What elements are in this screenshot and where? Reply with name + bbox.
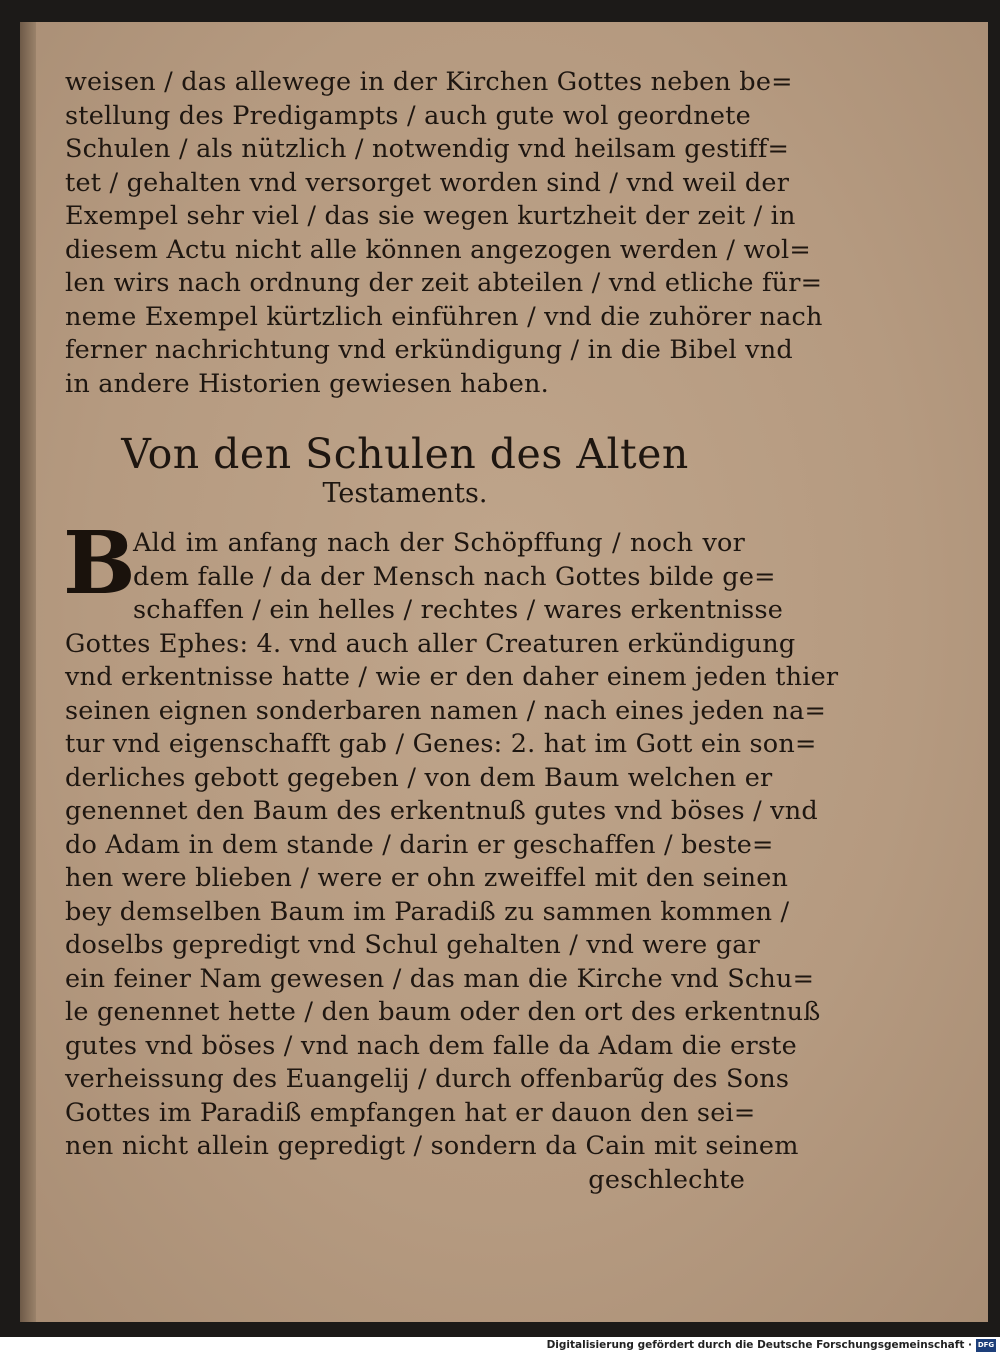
text-line: seinen eignen sonderbaren namen / nach eines jeden na= [65, 695, 827, 726]
text-line: doselbs gepredigt vnd Schul gehalten / vnd were gar [65, 930, 761, 960]
text-line: derliches gebott gegeben / von dem Baum welchen er [65, 762, 773, 793]
section-heading: Von den Schulen des Alten [121, 430, 689, 478]
section-subheading: Testaments. [322, 478, 488, 509]
text-line: dem falle / da der Mensch nach Gottes bilde ge= [133, 561, 776, 592]
funding-credit: Digitalisierung gefördert durch die Deutsche Forschungsgemeinschaft · [546, 1339, 972, 1351]
page-gutter-edge [20, 22, 36, 1322]
main-paragraph [63, 513, 839, 1197]
text-line: ferner nachrichtung vnd erkündigung / in die Bibel vnd [65, 335, 793, 365]
text-line: Exempel sehr viel / das sie wegen kurtzheit der zeit / in [65, 201, 796, 231]
text-line: verheissung des Euangelij / durch offenbarũg des Sons [65, 1064, 790, 1094]
text-line: in andere Historien gewiesen haben. [65, 368, 549, 399]
body-lines [65, 628, 839, 1164]
text-line: Gottes im Paradiß empfangen hat er dauon den sei= [65, 1097, 756, 1128]
text-line: stellung des Predigampts / auch gute wol geordnete [65, 100, 751, 131]
text-line: do Adam in dem stande / darin er geschaffen / beste= [65, 829, 774, 860]
text-line: diesem Actu nicht alle können angezogen werden / wol= [65, 234, 811, 265]
text-line: bey demselben Baum im Paradiß zu sammen kommen / [65, 896, 790, 927]
text-line: vnd erkentnisse hatte / wie er den daher einem jeden thier [65, 662, 839, 692]
text-line: gutes vnd böses / vnd nach dem falle da Adam die erste [65, 1030, 797, 1061]
page-text [63, 66, 839, 1197]
dfg-logo: DFG [976, 1339, 996, 1352]
text-line: hen were blieben / were er ohn zweiffel mit den seinen [65, 863, 789, 893]
text-line: tur vnd eigenschafft gab / Genes: 2. hat im Gott ein son= [65, 729, 817, 759]
text-line: tet / gehalten vnd versorget worden sind / vnd weil der [65, 167, 790, 198]
text-line: neme Exempel kürtzlich einführen / vnd die zuhörer nach [65, 301, 823, 332]
text-line: ein feiner Nam gewesen / das man die Kirche vnd Schu= [65, 963, 815, 994]
intro-paragraph [65, 66, 823, 401]
catchword: geschlechte [588, 1164, 745, 1195]
footer-bar [0, 1337, 1000, 1356]
text-line: Ald im anfang nach der Schöpffung / noch vor [133, 528, 745, 558]
text-line: Schulen / als nützlich / notwendig vnd heilsam gestiff= [65, 134, 790, 164]
text-line: Gottes Ephes: 4. vnd auch aller Creaturen erkündigung [65, 628, 796, 659]
text-line: genennet den Baum des erkentnuß gutes vnd böses / vnd [65, 796, 818, 826]
ornamental-initial: B [63, 513, 136, 614]
initial-lines [65, 527, 784, 628]
text-line: nen nicht allein gepredigt / sondern da Cain mit seinem [65, 1131, 799, 1161]
text-line: len wirs nach ordnung der zeit abteilen / vnd etliche für= [65, 268, 823, 298]
text-line: schaffen / ein helles / rechtes / wares erkentnisse [133, 595, 784, 625]
text-line: weisen / das allewege in der Kirchen Gottes neben be= [65, 67, 793, 97]
text-line: le genennet hette / den baum oder den ort des erkentnuß [65, 997, 821, 1027]
